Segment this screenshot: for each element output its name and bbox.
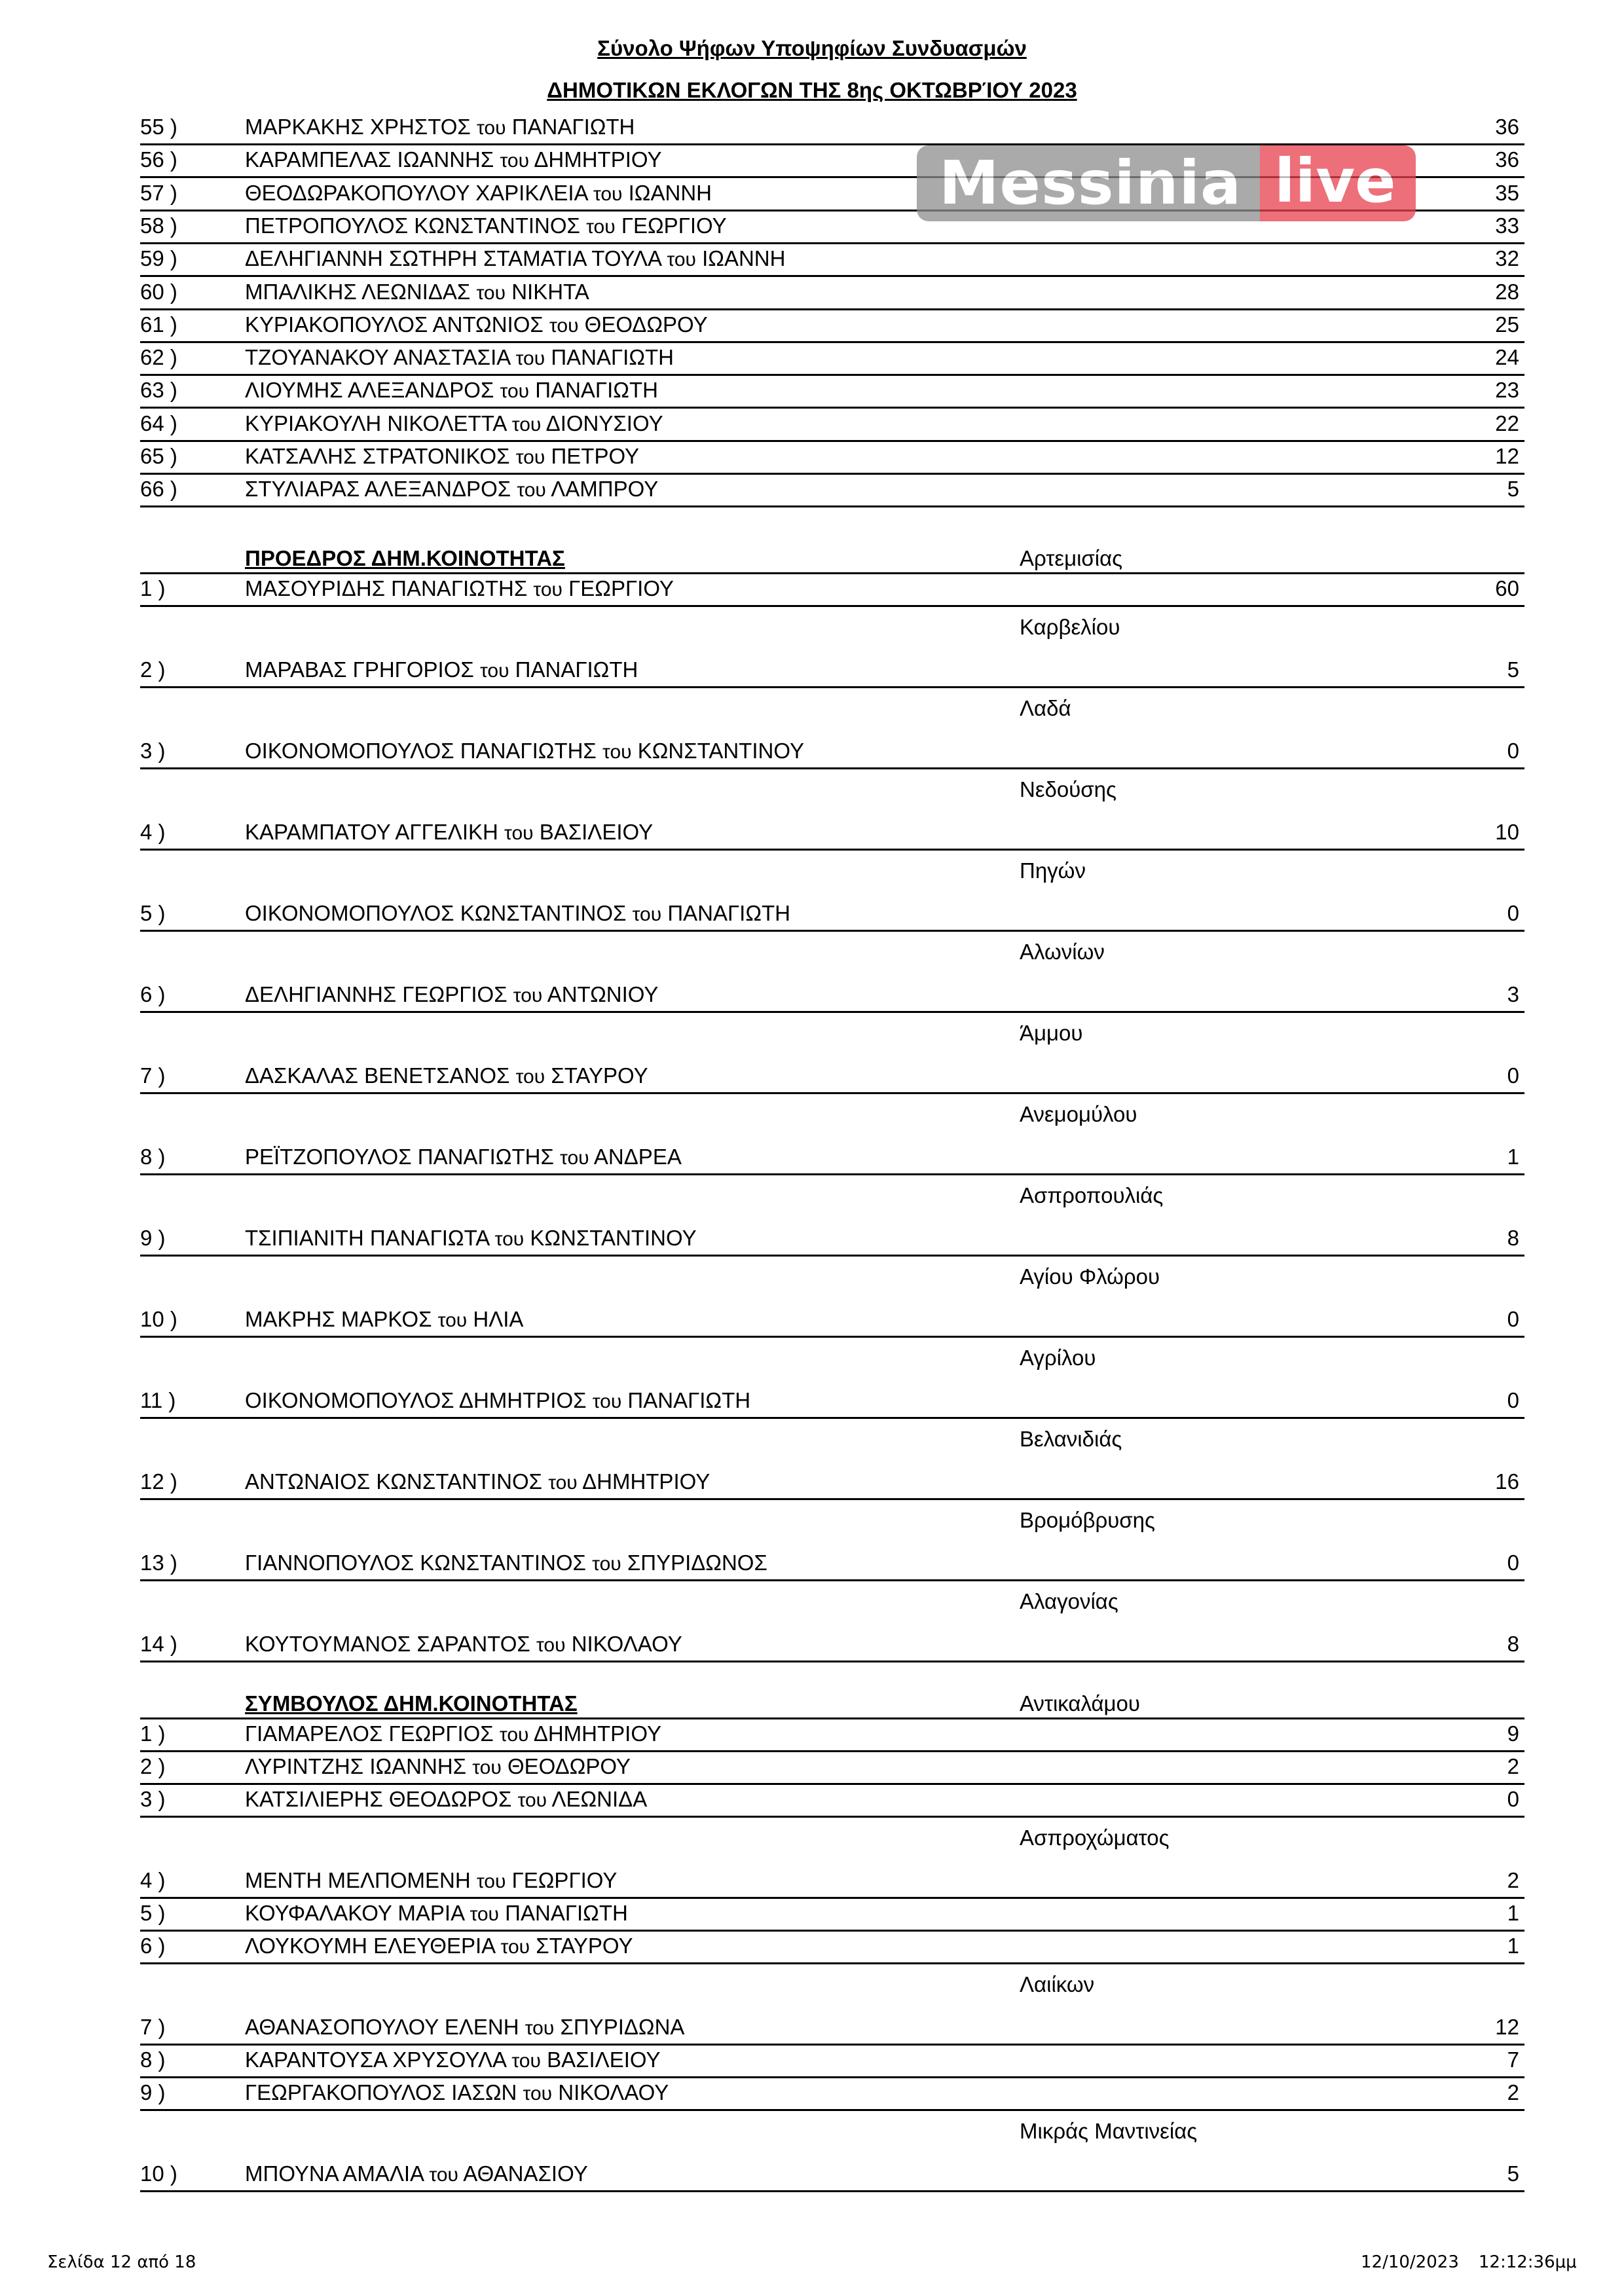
row-number: 9 ) bbox=[140, 2080, 166, 2104]
candidate-name bbox=[245, 1754, 631, 1779]
candidate-father: ΝΙΚΟΛΑΟΥ bbox=[558, 2080, 669, 2104]
candidate-name bbox=[245, 576, 674, 601]
community-location: Ανεμομύλου bbox=[1020, 1102, 1137, 1126]
vote-count: 12 bbox=[1495, 2015, 1519, 2039]
candidate-father: ΔΗΜΗΤΡΙΟΥ bbox=[533, 1721, 661, 1746]
candidate-surname: ΜΑΚΡΗΣ ΜΑΡΚΟΣ bbox=[245, 1307, 432, 1331]
row-number: 5 ) bbox=[140, 1901, 166, 1925]
candidate-surname: ΔΑΣΚΑΛΑΣ ΒΕΝΕΤΣΑΝΟΣ bbox=[245, 1063, 510, 1088]
candidate-name bbox=[245, 982, 658, 1007]
row-number: 4 ) bbox=[140, 1868, 166, 1892]
row-number: 4 ) bbox=[140, 820, 166, 844]
candidate-name bbox=[245, 1901, 628, 1926]
row-number: 3 ) bbox=[140, 1787, 166, 1811]
row-number: 61 ) bbox=[140, 312, 177, 337]
table-row bbox=[140, 980, 1524, 1013]
father-of-word: του bbox=[500, 150, 529, 172]
community-location: Ασπροχώματος bbox=[1020, 1826, 1170, 1850]
vote-count: 10 bbox=[1495, 820, 1519, 844]
candidate-surname: ΚΑΡΑΝΤΟΥΣΑ ΧΡΥΣΟΥΛΑ bbox=[245, 2047, 506, 2072]
row-number: 65 ) bbox=[140, 444, 177, 468]
vote-count: 7 bbox=[1507, 2047, 1519, 2072]
father-of-word: του bbox=[499, 1724, 529, 1746]
community-location: Αλωνίων bbox=[1020, 940, 1105, 964]
candidate-father: ΗΛΙΑ bbox=[473, 1307, 524, 1331]
candidate-name bbox=[245, 1934, 633, 1958]
father-of-word: του bbox=[517, 1790, 547, 1811]
vote-count: 5 bbox=[1507, 477, 1519, 502]
row-number: 55 ) bbox=[140, 115, 177, 139]
table-row bbox=[140, 1630, 1524, 1662]
candidate-name bbox=[245, 246, 785, 271]
watermark-logo bbox=[917, 145, 1396, 221]
candidate-surname: ΜΠΟΥΝΑ ΑΜΑΛΙΑ bbox=[245, 2161, 424, 2186]
community-location: Ασπροπουλιάς bbox=[1020, 1183, 1164, 1207]
candidate-surname: ΓΙΑΝΝΟΠΟΥΛΟΣ ΚΩΝΣΤΑΝΤΙΝΟΣ bbox=[245, 1551, 586, 1575]
table-row bbox=[140, 1386, 1524, 1419]
table-row bbox=[140, 1866, 1524, 1899]
vote-count: 0 bbox=[1507, 1063, 1519, 1088]
vote-count: 1 bbox=[1507, 1145, 1519, 1169]
candidate-father: ΒΑΣΙΛΕΙΟΥ bbox=[539, 820, 654, 844]
table-row bbox=[140, 244, 1524, 277]
vote-count: 0 bbox=[1507, 1787, 1519, 1811]
vote-count: 28 bbox=[1495, 279, 1519, 304]
community-location: Νεδούσης bbox=[1020, 777, 1116, 801]
candidate-name bbox=[245, 2161, 588, 2186]
table-row bbox=[140, 818, 1524, 851]
candidate-surname: ΜΑΡΚΑΚΗΣ ΧΡΗΣΤΟΣ bbox=[245, 115, 471, 139]
row-number: 2 ) bbox=[140, 657, 166, 682]
vote-count: 5 bbox=[1507, 657, 1519, 682]
candidate-name bbox=[245, 1145, 682, 1169]
candidate-father: ΔΗΜΗΤΡΙΟΥ bbox=[582, 1469, 710, 1494]
candidate-father: ΝΙΚΗΤΑ bbox=[511, 279, 589, 304]
row-number: 8 ) bbox=[140, 1145, 166, 1169]
candidate-surname: ΚΥΡΙΑΚΟΠΟΥΛΟΣ ΑΝΤΩΝΙΟΣ bbox=[245, 312, 544, 337]
vote-count: 1 bbox=[1507, 1934, 1519, 1958]
candidate-name bbox=[245, 2080, 669, 2105]
table-row bbox=[140, 1305, 1524, 1338]
vote-count: 5 bbox=[1507, 2161, 1519, 2186]
vote-count: 12 bbox=[1495, 444, 1519, 468]
candidate-father: ΙΩΑΝΝΗ bbox=[628, 180, 712, 205]
candidate-surname: ΜΕΝΤΗ ΜΕΛΠΟΜΕΝΗ bbox=[245, 1868, 471, 1892]
row-number: 14 ) bbox=[140, 1632, 177, 1656]
row-number: 2 ) bbox=[140, 1754, 166, 1778]
vote-count: 23 bbox=[1495, 378, 1519, 403]
father-of-word: του bbox=[500, 1936, 530, 1958]
vote-count: 22 bbox=[1495, 411, 1519, 435]
candidate-father: ΙΩΑΝΝΗ bbox=[702, 246, 786, 271]
candidate-name bbox=[245, 280, 589, 304]
candidate-father: ΓΕΩΡΓΙΟΥ bbox=[568, 576, 674, 600]
row-number: 9 ) bbox=[140, 1226, 166, 1250]
candidate-father: ΠΑΝΑΓΙΩΤΗ bbox=[627, 1388, 751, 1412]
candidate-father: ΛΕΩΝΙΔΑ bbox=[551, 1787, 648, 1811]
candidate-father: ΚΩΝΣΤΑΝΤΙΝΟΥ bbox=[530, 1226, 697, 1250]
vote-count: 8 bbox=[1507, 1632, 1519, 1656]
table-row bbox=[140, 1549, 1524, 1581]
row-number: 10 ) bbox=[140, 1307, 177, 1331]
row-number: 7 ) bbox=[140, 1063, 166, 1088]
candidate-father: ΔΙΟΝΥΣΙΟΥ bbox=[545, 411, 663, 435]
candidate-surname: ΑΘΑΝΑΣΟΠΟΥΛΟΥ ΕΛΕΝΗ bbox=[245, 2015, 519, 2039]
candidate-name bbox=[245, 345, 674, 370]
vote-count: 36 bbox=[1495, 115, 1519, 139]
candidate-father: ΓΕΩΡΓΙΟΥ bbox=[621, 213, 727, 238]
father-of-word: του bbox=[632, 904, 662, 925]
vote-count: 1 bbox=[1507, 1901, 1519, 1925]
table-row bbox=[140, 1467, 1524, 1500]
candidate-father: ΣΠΥΡΙΔΩΝΟΣ bbox=[627, 1551, 767, 1575]
section-president bbox=[140, 542, 1524, 574]
candidate-name bbox=[245, 181, 712, 206]
table-row bbox=[140, 1899, 1524, 1932]
candidate-father: ΑΝΔΡΕΑ bbox=[593, 1145, 682, 1169]
candidate-father: ΛΑΜΠΡΟΥ bbox=[551, 477, 659, 502]
vote-count: 36 bbox=[1495, 147, 1519, 172]
candidate-name bbox=[245, 739, 804, 763]
candidate-name bbox=[245, 1632, 682, 1657]
father-of-word: του bbox=[560, 1147, 589, 1169]
candidate-surname: ΔΕΛΗΓΙΑΝΝΗΣ ΓΕΩΡΓΙΟΣ bbox=[245, 982, 507, 1006]
candidate-surname: ΚΟΥΦΑΛΑΚΟΥ ΜΑΡΙΑ bbox=[245, 1901, 464, 1925]
candidate-surname: ΡΕΪΤΖΟΠΟΥΛΟΣ ΠΑΝΑΓΙΩΤΗΣ bbox=[245, 1145, 554, 1169]
father-of-word: του bbox=[429, 2164, 458, 2186]
candidate-name bbox=[245, 1226, 697, 1251]
candidate-name bbox=[245, 1868, 617, 1893]
candidate-surname: ΚΑΤΣΙΛΙΕΡΗΣ ΘΕΟΔΩΡΟΣ bbox=[245, 1787, 512, 1811]
father-of-word: του bbox=[517, 479, 546, 502]
row-number: 56 ) bbox=[140, 147, 177, 172]
community-location: Αρτεμισίας bbox=[1020, 546, 1123, 570]
community-location: Άμμου bbox=[1020, 1021, 1083, 1045]
candidate-name bbox=[245, 657, 638, 682]
row-number: 60 ) bbox=[140, 279, 177, 304]
vote-count: 2 bbox=[1507, 2080, 1519, 2104]
father-of-word: του bbox=[477, 117, 506, 139]
community-location: Λαιίκων bbox=[1020, 1972, 1095, 1996]
candidate-surname: ΘΕΟΔΩΡΑΚΟΠΟΥΛΟΥ ΧΑΡΙΚΛΕΙΑ bbox=[245, 180, 587, 205]
community-location: Βελανιδιάς bbox=[1020, 1427, 1122, 1451]
candidate-surname: ΚΟΥΤΟΥΜΑΝΟΣ ΣΑΡΑΝΤΟΣ bbox=[245, 1632, 530, 1656]
candidate-surname: ΜΑΡΑΒΑΣ ΓΡΗΓΟΡΙΟΣ bbox=[245, 657, 474, 682]
father-of-word: του bbox=[515, 348, 545, 370]
vote-count: 2 bbox=[1507, 1754, 1519, 1778]
community-location: Καρβελίου bbox=[1020, 615, 1120, 639]
candidate-surname: ΤΣΙΠΙΑΝΙΤΗ ΠΑΝΑΓΙΩΤΑ bbox=[245, 1226, 489, 1250]
candidate-surname: ΑΝΤΩΝΑΙΟΣ ΚΩΝΣΤΑΝΤΙΝΟΣ bbox=[245, 1469, 543, 1494]
watermark-text-accent: live bbox=[1260, 145, 1415, 221]
father-of-word: του bbox=[515, 447, 545, 468]
candidate-father: ΠΕΤΡΟΥ bbox=[551, 444, 640, 468]
table-row bbox=[140, 1932, 1524, 1964]
vote-count: 0 bbox=[1507, 739, 1519, 763]
community-location: Πηγών bbox=[1020, 858, 1086, 883]
father-of-word: του bbox=[504, 822, 534, 844]
row-number: 11 ) bbox=[140, 1388, 176, 1412]
table-row bbox=[140, 2159, 1524, 2192]
father-of-word: του bbox=[476, 1871, 506, 1892]
father-of-word: του bbox=[549, 314, 579, 337]
father-of-word: του bbox=[523, 2083, 553, 2104]
candidate-name bbox=[245, 2047, 661, 2072]
vote-count: 0 bbox=[1507, 1551, 1519, 1575]
candidate-name bbox=[245, 444, 639, 469]
vote-count: 8 bbox=[1507, 1226, 1519, 1250]
table-row bbox=[140, 574, 1524, 607]
father-of-word: του bbox=[479, 660, 509, 682]
table-row bbox=[140, 409, 1524, 442]
candidate-surname: ΓΙΑΜΑΡΕΛΟΣ ΓΕΩΡΓΙΟΣ bbox=[245, 1721, 494, 1746]
table-row bbox=[140, 442, 1524, 475]
candidate-name bbox=[245, 1469, 710, 1494]
table-row bbox=[140, 376, 1524, 409]
father-of-word: του bbox=[592, 1391, 622, 1412]
candidate-surname: ΜΑΣΟΥΡΙΔΗΣ ΠΑΝΑΓΙΩΤΗΣ bbox=[245, 576, 528, 600]
father-of-word: του bbox=[667, 249, 696, 271]
community-location: Αντικαλάμου bbox=[1020, 1691, 1140, 1716]
father-of-word: του bbox=[515, 1066, 545, 1088]
candidate-name bbox=[245, 1307, 523, 1332]
candidate-name bbox=[245, 147, 662, 172]
candidate-surname: ΟΙΚΟΝΟΜΟΠΟΥΛΟΣ ΔΗΜΗΤΡΙΟΣ bbox=[245, 1388, 587, 1412]
candidate-name bbox=[245, 901, 790, 926]
row-number: 59 ) bbox=[140, 246, 177, 271]
row-number: 10 ) bbox=[140, 2161, 177, 2186]
candidate-name bbox=[245, 477, 658, 502]
candidate-father: ΝΙΚΟΛΑΟΥ bbox=[571, 1632, 682, 1656]
table-row bbox=[140, 310, 1524, 343]
father-of-word: του bbox=[592, 1553, 621, 1575]
candidate-name bbox=[245, 411, 663, 436]
vote-count: 24 bbox=[1495, 345, 1519, 370]
section-title: ΣΥΜΒΟΥΛΟΣ ΔΗΜ.ΚΟΙΝΟΤΗΤΑΣ bbox=[245, 1691, 578, 1716]
father-of-word: του bbox=[437, 1310, 468, 1331]
father-of-word: του bbox=[513, 985, 543, 1006]
table-row bbox=[140, 1752, 1524, 1785]
row-number: 12 ) bbox=[140, 1469, 177, 1494]
candidate-father: ΠΑΝΑΓΙΩΤΗ bbox=[505, 1901, 628, 1925]
table-row bbox=[140, 1785, 1524, 1818]
father-of-word: του bbox=[593, 183, 623, 205]
table-row bbox=[140, 113, 1524, 145]
candidate-surname: ΛΥΡΙΝΤΖΗΣ ΙΩΑΝΝΗΣ bbox=[245, 1754, 467, 1778]
candidate-father: ΑΝΤΩΝΙΟΥ bbox=[547, 982, 659, 1006]
candidate-name bbox=[245, 2015, 684, 2040]
candidate-surname: ΛΟΥΚΟΥΜΗ ΕΛΕΥΘΕΡΙΑ bbox=[245, 1934, 495, 1958]
section-title: ΠΡΟΕΔΡΟΣ ΔΗΜ.ΚΟΙΝΟΤΗΤΑΣ bbox=[245, 546, 565, 570]
vote-count: 3 bbox=[1507, 982, 1519, 1006]
vote-count: 0 bbox=[1507, 1388, 1519, 1412]
row-number: 6 ) bbox=[140, 1934, 166, 1958]
vote-count: 25 bbox=[1495, 312, 1519, 337]
father-of-word: του bbox=[511, 413, 542, 435]
father-of-word: του bbox=[586, 215, 616, 238]
row-number: 1 ) bbox=[140, 576, 166, 600]
table-row bbox=[140, 1061, 1524, 1094]
candidate-father: ΒΑΣΙΛΕΙΟΥ bbox=[547, 2047, 661, 2072]
candidate-surname: ΚΥΡΙΑΚΟΥΛΗ ΝΙΚΟΛΕΤΤΑ bbox=[245, 411, 506, 435]
candidate-father: ΘΕΟΔΩΡΟΥ bbox=[507, 1754, 631, 1778]
candidate-surname: ΓΕΩΡΓΑΚΟΠΟΥΛΟΣ ΙΑΣΩΝ bbox=[245, 2080, 517, 2104]
table-row bbox=[140, 899, 1524, 932]
print-timestamp bbox=[1361, 2252, 1577, 2272]
candidate-name bbox=[245, 378, 658, 403]
community-location: Μικράς Μαντινείας bbox=[1020, 2119, 1198, 2143]
table-row bbox=[140, 278, 1524, 310]
candidate-father: ΔΗΜΗΤΡΙΟΥ bbox=[534, 147, 662, 172]
row-number: 6 ) bbox=[140, 982, 166, 1006]
document-title: Σύνολο Ψήφων Υποψηφίων Συνδυασμών bbox=[597, 36, 1027, 60]
candidate-surname: ΛΙΟΥΜΗΣ ΑΛΕΞΑΝΔΡΟΣ bbox=[245, 378, 494, 403]
table-row bbox=[140, 655, 1524, 688]
candidate-father: ΠΑΝΑΓΙΩΤΗ bbox=[511, 115, 635, 139]
vote-count: 0 bbox=[1507, 901, 1519, 925]
table-row bbox=[140, 1224, 1524, 1257]
candidate-surname: ΤΖΟΥΑΝΑΚΟΥ ΑΝΑΣΤΑΣΙΑ bbox=[245, 345, 510, 370]
row-number: 58 ) bbox=[140, 213, 177, 238]
community-location: Λαδά bbox=[1020, 696, 1071, 720]
vote-count: 33 bbox=[1495, 213, 1519, 238]
candidate-name bbox=[245, 1551, 767, 1575]
father-of-word: του bbox=[536, 1634, 566, 1656]
section-councillor bbox=[140, 1687, 1524, 1719]
table-row bbox=[140, 737, 1524, 769]
candidate-father: ΠΑΝΑΓΙΩΤΗ bbox=[515, 657, 638, 682]
document-subtitle: ΔΗΜΟΤΙΚΩΝ ΕΚΛΟΓΩΝ ΤΗΣ 8ης ΟΚΤΩΒΡΊΟΥ 2023 bbox=[547, 78, 1077, 102]
father-of-word: του bbox=[525, 2017, 555, 2039]
row-number: 5 ) bbox=[140, 901, 166, 925]
table-row bbox=[140, 2078, 1524, 2111]
vote-count: 2 bbox=[1507, 1868, 1519, 1892]
father-of-word: του bbox=[476, 282, 506, 304]
father-of-word: του bbox=[500, 380, 530, 403]
candidate-name bbox=[245, 1063, 648, 1088]
candidate-father: ΣΠΥΡΙΔΩΝΑ bbox=[560, 2015, 685, 2039]
father-of-word: του bbox=[494, 1228, 525, 1250]
father-of-word: του bbox=[472, 1757, 502, 1778]
row-number: 64 ) bbox=[140, 411, 177, 435]
father-of-word: του bbox=[548, 1472, 578, 1494]
row-number: 62 ) bbox=[140, 345, 177, 370]
community-location: Αλαγονίας bbox=[1020, 1589, 1118, 1613]
candidate-name bbox=[245, 1721, 661, 1746]
vote-count: 35 bbox=[1495, 180, 1519, 205]
vote-count: 60 bbox=[1495, 576, 1519, 600]
candidate-father: ΑΘΑΝΑΣΙΟΥ bbox=[463, 2161, 588, 2186]
candidate-father: ΘΕΟΔΩΡΟΥ bbox=[584, 312, 708, 337]
candidate-father: ΚΩΝΣΤΑΝΤΙΝΟΥ bbox=[637, 739, 804, 763]
print-date: 12/10/2023 bbox=[1361, 2252, 1459, 2272]
vote-count: 16 bbox=[1495, 1469, 1519, 1494]
candidate-name bbox=[245, 115, 635, 139]
candidate-father: ΣΤΑΥΡΟΥ bbox=[551, 1063, 648, 1088]
candidate-surname: ΟΙΚΟΝΟΜΟΠΟΥΛΟΣ ΚΩΝΣΤΑΝΤΙΝΟΣ bbox=[245, 901, 627, 925]
candidate-father: ΠΑΝΑΓΙΩΤΗ bbox=[667, 901, 790, 925]
father-of-word: του bbox=[511, 2050, 541, 2072]
table-row bbox=[140, 343, 1524, 376]
candidate-name bbox=[245, 312, 708, 337]
table-row bbox=[140, 1719, 1524, 1752]
candidate-surname: ΚΑΤΣΑΛΗΣ ΣΤΡΑΤΟΝΙΚΟΣ bbox=[245, 444, 510, 468]
community-location: Αγρίλου bbox=[1020, 1346, 1096, 1370]
row-number: 13 ) bbox=[140, 1551, 177, 1575]
table-row bbox=[140, 1143, 1524, 1175]
print-time: 12:12:36μμ bbox=[1478, 2252, 1577, 2272]
community-location: Βρομόβρυσης bbox=[1020, 1508, 1155, 1532]
row-number: 7 ) bbox=[140, 2015, 166, 2039]
row-number: 3 ) bbox=[140, 739, 166, 763]
community-location: Αγίου Φλώρου bbox=[1020, 1264, 1160, 1289]
candidate-father: ΣΤΑΥΡΟΥ bbox=[536, 1934, 633, 1958]
candidate-surname: ΟΙΚΟΝΟΜΟΠΟΥΛΟΣ ΠΑΝΑΓΙΩΤΗΣ bbox=[245, 739, 597, 763]
table-row bbox=[140, 475, 1524, 507]
row-number: 57 ) bbox=[140, 180, 177, 205]
candidate-name bbox=[245, 213, 727, 238]
candidate-father: ΠΑΝΑΓΙΩΤΗ bbox=[551, 345, 674, 370]
father-of-word: του bbox=[602, 741, 632, 763]
row-number: 66 ) bbox=[140, 477, 177, 502]
candidate-surname: ΠΕΤΡΟΠΟΥΛΟΣ ΚΩΝΣΤΑΝΤΙΝΟΣ bbox=[245, 213, 580, 238]
candidate-surname: ΚΑΡΑΜΠΕΛΑΣ ΙΩΑΝΝΗΣ bbox=[245, 147, 494, 172]
candidate-name bbox=[245, 1388, 750, 1413]
watermark-text-main: Messinia bbox=[917, 145, 1260, 221]
candidate-surname: ΣΤΥΛΙΑΡΑΣ ΑΛΕΞΑΝΔΡΟΣ bbox=[245, 477, 511, 502]
row-number: 1 ) bbox=[140, 1721, 166, 1746]
candidate-name bbox=[245, 1787, 647, 1812]
candidate-surname: ΜΠΑΛΙΚΗΣ ΛΕΩΝΙΔΑΣ bbox=[245, 279, 471, 304]
father-of-word: του bbox=[533, 579, 563, 600]
candidate-father: ΠΑΝΑΓΙΩΤΗ bbox=[535, 378, 658, 403]
row-number: 8 ) bbox=[140, 2047, 166, 2072]
table-row bbox=[140, 2013, 1524, 2046]
candidate-name bbox=[245, 820, 653, 845]
candidate-surname: ΚΑΡΑΜΠΑΤΟΥ ΑΓΓΕΛΙΚΗ bbox=[245, 820, 498, 844]
page-number: Σελίδα 12 από 18 bbox=[47, 2252, 196, 2272]
vote-count: 9 bbox=[1507, 1721, 1519, 1746]
row-number: 63 ) bbox=[140, 378, 177, 403]
father-of-word: του bbox=[470, 1903, 499, 1925]
vote-count: 32 bbox=[1495, 246, 1519, 271]
table-row bbox=[140, 2046, 1524, 2078]
candidate-surname: ΔΕΛΗΓΙΑΝΝΗ ΣΩΤΗΡΗ ΣΤΑΜΑΤΙΑ ΤΟΥΛΑ bbox=[245, 246, 661, 271]
vote-count: 0 bbox=[1507, 1307, 1519, 1331]
candidate-father: ΓΕΩΡΓΙΟΥ bbox=[511, 1868, 618, 1892]
